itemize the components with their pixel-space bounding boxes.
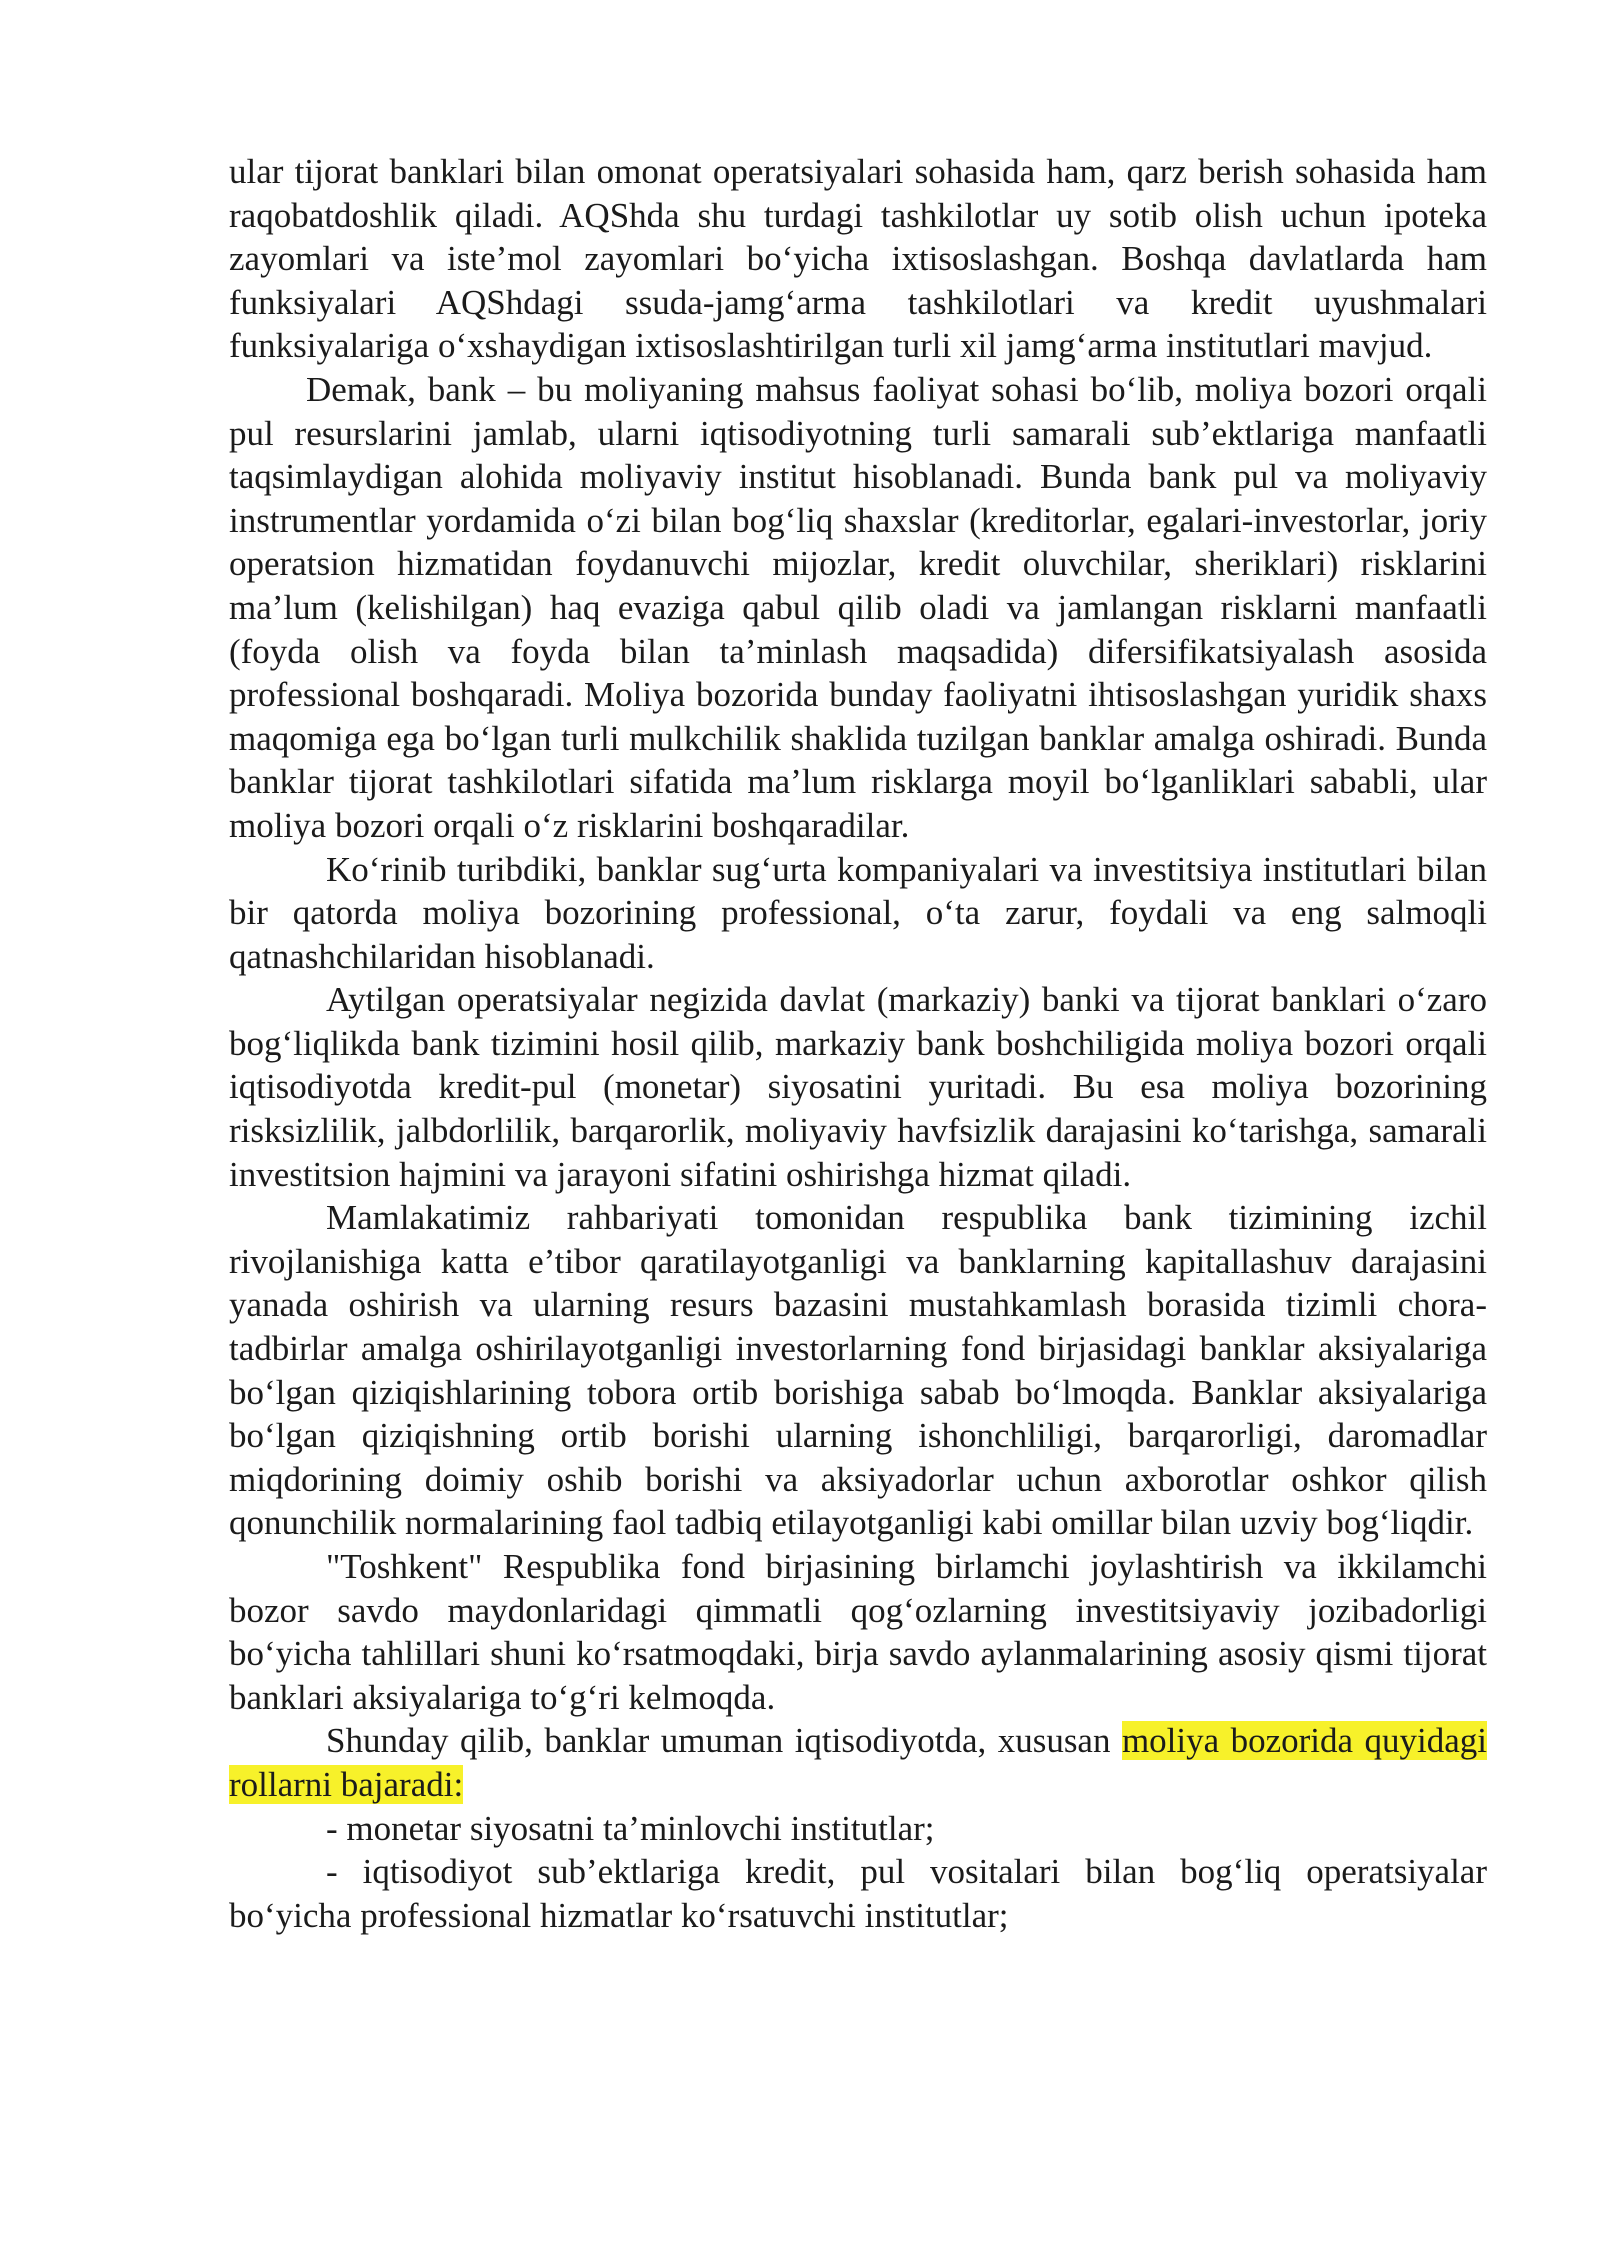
paragraph-6: "Toshkent" Respublika fond birjasining birlamchi joylashtirish va ikkilamchi bozor savdo maydonlaridagi qimmatli qog‘ozlarning investitsiyaviy jozibadorligi bo‘yicha tahlillari shuni ko‘rsatmoqdaki, birja savdo aylanmalarining asosiy qismi tijorat banklari aksiyalariga to‘g‘ri kelmoqda. bbox=[229, 1547, 1487, 1717]
highlighted-text: moliya bozorida quyidagi rollarni bajaradi: bbox=[229, 1721, 1488, 1804]
paragraph-1: ular tijorat banklari bilan omonat operatsiyalari sohasida ham, qarz berish sohasida ham raqobatdoshlik qiladi. AQShda shu turdagi tashkilotlar uy sotib olish uchun ipoteka zayomlari va iste’mol zayomlari bo‘yicha ixtisoslashgan. Boshqa davlatlarda ham funksiyalari AQShdagi ssuda-jamg‘arma tashkilotlari va kredit uyushmalari funksiyalariga o‘xshaydigan ixtisoslashtirilgan turli xil jamg‘arma institutlari mavjud. bbox=[229, 152, 1487, 366]
paragraph-4: Aytilgan operatsiyalar negizida davlat (markaziy) banki va tijorat banklari o‘zaro bog‘liqlikda bank tizimini hosil qilib, markaziy bank boshchiligida moliya bozori orqali iqtisodiyotda kredit-pul (monetar) siyosatini yuritadi. Bu esa moliya bozorining risksizlilik, jalbdorlilik, barqarorlik, moliyaviy havfsizlik darajasini ko‘tarishga, samarali investitsion hajmini va jarayoni sifatini oshirishga hizmat qiladi. bbox=[229, 980, 1487, 1194]
paragraph-7 bbox=[229, 1719, 1487, 1806]
list-item-2: - iqtisodiyot sub’ektlariga kredit, pul vositalari bilan bog‘liq operatsiyalar bo‘yicha professional hizmatlar ko‘rsatuvchi institutlar; bbox=[229, 1852, 1487, 1935]
list-item-1: - monetar siyosatni ta’minlovchi institutlar; bbox=[326, 1808, 935, 1848]
paragraph-5: Mamlakatimiz rahbariyati tomonidan respublika bank tizimining izchil rivojlanishiga katta e’tibor qaratilayotganligi va banklarning kapitallashuv darajasini yanada oshirish va ularning resurs bazasini mustahkamlash borasida tizimli chora-tadbirlar amalga oshirilayotganligi investorlarning fond birjasidagi banklar aksiyalariga bo‘lgan qiziqishlarining tobora ortib borishiga sabab bo‘lmoqda. Banklar aksiyalariga bo‘lgan qiziqishning ortib borishi ularning ishonchliligi, barqarorligi, daromadlar miqdorining doimiy oshib borishi va aksiyadorlar uchun axborotlar oshkor qilish qonunchilik normalarining faol tadbiq etilayotganligi kabi omillar bilan uzviy bog‘liqdir. bbox=[229, 1198, 1487, 1543]
document-body bbox=[229, 150, 1487, 1937]
paragraph-3: Ko‘rinib turibdiki, banklar sug‘urta kompaniyalari va investitsiya institutlari bilan bir qatorda moliya bozorining professional, o‘ta zarur, foydali va eng salmoqli qatnashchilaridan hisoblanadi. bbox=[229, 849, 1487, 976]
paragraph-7-text: Shunday qilib, banklar umuman iqtisodiyotda, xususan bbox=[326, 1721, 1122, 1761]
paragraph-2: Demak, bank – bu moliyaning mahsus faoliyat sohasi bo‘lib, moliya bozori orqali pul resurslarini jamlab, ularni iqtisodiyotning turli samarali sub’ektlariga manfaatli taqsimlaydigan alohida moliyaviy institut hisoblanadi. Bunda bank pul va moliyaviy instrumentlar yordamida o‘zi bilan bog‘liq shaxslar (kreditorlar, egalari-investorlar, joriy operatsion hizmatidan foydanuvchi mijozlar, kredit oluvchilar, sheriklari) risklarini ma’lum (kelishilgan) haq evaziga qabul qilib oladi va jamlangan risklarni manfaatli (foyda olish va foyda bilan ta’minlash maqsadida) difersifikatsiyalash asosida professional boshqaradi. Moliya bozorida bunday faoliyatni ihtisoslashgan yuridik shaxs maqomiga ega bo‘lgan turli mulkchilik shaklida tuzilgan banklar amalga oshiradi. Bunda banklar tijorat tashkilotlari sifatida ma’lum risklarga moyil bo‘lganliklari sababli, ular moliya bozori orqali o‘z risklarini boshqaradilar. bbox=[229, 369, 1487, 845]
